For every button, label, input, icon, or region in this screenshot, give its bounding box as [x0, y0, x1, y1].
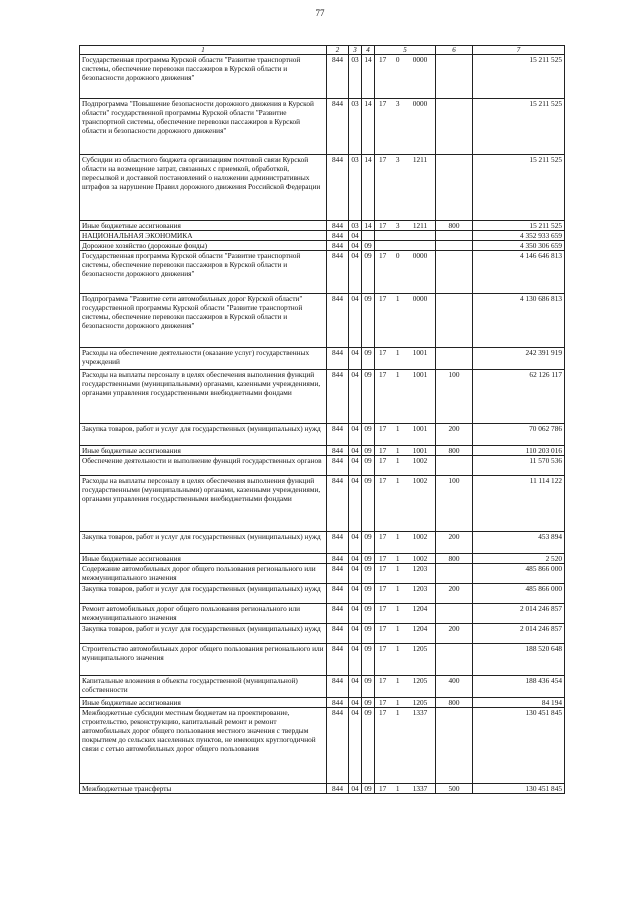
row-sum: 4 352 933 659 — [473, 231, 565, 241]
budget-table — [79, 45, 565, 794]
row-expense-type — [436, 231, 473, 241]
target-program: 17 — [379, 446, 387, 455]
row-rz: 04 — [349, 784, 362, 794]
row-name: Межбюджетные трансферты — [80, 784, 327, 794]
row-grbs: 844 — [327, 624, 349, 644]
row-rz: 04 — [349, 241, 362, 251]
row-rz: 04 — [349, 370, 362, 424]
row-name: Строительство автомобильных дорог общего пользования регионального или муниципального значения — [80, 644, 327, 676]
target-subprogram: 3 — [395, 155, 400, 164]
target-subprogram: 1 — [395, 644, 400, 653]
table-row — [80, 251, 565, 294]
table-row — [80, 624, 565, 644]
table-row — [80, 784, 565, 794]
row-rz: 03 — [349, 221, 362, 231]
table-row — [80, 708, 565, 784]
row-sum: 84 194 — [473, 698, 565, 708]
row-name: Закупка товаров, работ и услуг для государственных (муниципальных) нужд — [80, 624, 327, 644]
row-target-code — [375, 584, 436, 604]
row-name: Иные бюджетные ассигнования — [80, 221, 327, 231]
row-expense-type — [436, 708, 473, 784]
row-sum: 11 114 122 — [473, 476, 565, 532]
row-grbs: 844 — [327, 155, 349, 221]
row-name: НАЦИОНАЛЬНАЯ ЭКОНОМИКА — [80, 231, 327, 241]
row-pr: 09 — [362, 676, 375, 698]
row-sum: 15 211 525 — [473, 55, 565, 99]
row-sum: 4 350 306 659 — [473, 241, 565, 251]
target-subprogram: 0 — [395, 251, 400, 260]
row-rz: 04 — [349, 554, 362, 564]
target-program: 17 — [379, 251, 387, 260]
target-direction: 1205 — [412, 676, 428, 685]
target-direction: 1204 — [412, 604, 428, 613]
column-header: 7 — [473, 46, 565, 55]
target-direction: 1203 — [412, 564, 428, 573]
row-sum: 188 520 648 — [473, 644, 565, 676]
target-direction: 1002 — [412, 456, 428, 465]
row-grbs: 844 — [327, 708, 349, 784]
row-rz: 04 — [349, 446, 362, 456]
row-name: Расходы на выплаты персоналу в целях обеспечения выполнения функций государственными (муниципальными) органами, казенными учреждениями, органами управления государственными внебюджетными фондами — [80, 370, 327, 424]
row-sum: 2 014 246 857 — [473, 604, 565, 624]
row-sum: 2 520 — [473, 554, 565, 564]
row-sum: 4 146 646 813 — [473, 251, 565, 294]
row-grbs: 844 — [327, 564, 349, 584]
row-pr: 14 — [362, 221, 375, 231]
target-direction: 0000 — [412, 294, 428, 303]
row-grbs: 844 — [327, 698, 349, 708]
table-row — [80, 424, 565, 446]
row-rz: 04 — [349, 676, 362, 698]
row-pr: 09 — [362, 424, 375, 446]
row-grbs: 844 — [327, 604, 349, 624]
row-name: Подпрограмма "Развитие сети автомобильных дорог Курской области" государственной программы Курской области "Развитие транспортной системы, обеспечение перевозки пассажиров в Курской области и безопасности дорожного движения" — [80, 294, 327, 348]
row-expense-type — [436, 99, 473, 155]
row-pr: 09 — [362, 604, 375, 624]
row-sum: 15 211 525 — [473, 221, 565, 231]
target-direction: 0000 — [412, 55, 428, 64]
table-row — [80, 584, 565, 604]
table-row — [80, 676, 565, 698]
target-direction: 1001 — [412, 370, 428, 379]
row-target-code — [375, 532, 436, 554]
row-pr: 14 — [362, 55, 375, 99]
row-rz: 04 — [349, 624, 362, 644]
row-name: Иные бюджетные ассигнования — [80, 698, 327, 708]
row-name: Государственная программа Курской области "Развитие транспортной системы, обеспечение перевозки пассажиров в Курской области и безопасности дорожного движения" — [80, 251, 327, 294]
row-pr: 14 — [362, 99, 375, 155]
target-program: 17 — [379, 784, 387, 793]
column-header: 1 — [80, 46, 327, 55]
row-target-code — [375, 251, 436, 294]
row-rz: 03 — [349, 99, 362, 155]
target-program: 17 — [379, 624, 387, 633]
target-subprogram: 1 — [395, 446, 400, 455]
row-expense-type: 800 — [436, 554, 473, 564]
row-grbs: 844 — [327, 456, 349, 476]
row-grbs: 844 — [327, 370, 349, 424]
target-program: 17 — [379, 698, 387, 707]
target-program: 17 — [379, 676, 387, 685]
table-row — [80, 231, 565, 241]
row-rz: 04 — [349, 424, 362, 446]
row-target-code — [375, 456, 436, 476]
row-name: Закупка товаров, работ и услуг для государственных (муниципальных) нужд — [80, 532, 327, 554]
row-target-code — [375, 370, 436, 424]
row-name: Межбюджетные субсидии местным бюджетам на проектирование, строительство, реконструкцию, капитальный ремонт и ремонт автомобильных дорог общего пользования местного значения с твердым покрытием до сельских населенных пунктов, не имеющих круглогодичной связи с сетью автомобильных дорог общего пользования — [80, 708, 327, 784]
row-sum: 11 570 536 — [473, 456, 565, 476]
target-subprogram: 1 — [395, 676, 400, 685]
row-expense-type — [436, 604, 473, 624]
table-row — [80, 446, 565, 456]
row-target-code — [375, 424, 436, 446]
row-expense-type: 200 — [436, 424, 473, 446]
row-pr: 09 — [362, 532, 375, 554]
row-target-code — [375, 241, 436, 251]
row-name: Иные бюджетные ассигнования — [80, 554, 327, 564]
column-header: 2 — [327, 46, 349, 55]
table-row — [80, 564, 565, 584]
target-subprogram: 1 — [395, 348, 400, 357]
row-rz: 04 — [349, 231, 362, 241]
row-pr: 09 — [362, 584, 375, 604]
row-target-code — [375, 564, 436, 584]
table-row — [80, 294, 565, 348]
target-program: 17 — [379, 221, 387, 230]
row-sum: 62 126 117 — [473, 370, 565, 424]
row-pr: 09 — [362, 698, 375, 708]
row-grbs: 844 — [327, 231, 349, 241]
row-sum: 242 391 919 — [473, 348, 565, 370]
row-grbs: 844 — [327, 424, 349, 446]
row-target-code — [375, 554, 436, 564]
page-number: 77 — [315, 8, 325, 18]
row-sum: 130 451 845 — [473, 708, 565, 784]
row-sum: 130 451 845 — [473, 784, 565, 794]
target-subprogram: 1 — [395, 698, 400, 707]
row-pr: 09 — [362, 476, 375, 532]
target-direction: 1001 — [412, 348, 428, 357]
table-row — [80, 99, 565, 155]
row-name: Обеспечение деятельности и выполнение функций государственных органов — [80, 456, 327, 476]
row-pr: 09 — [362, 708, 375, 784]
row-expense-type — [436, 564, 473, 584]
target-direction: 1337 — [412, 784, 428, 793]
row-grbs: 844 — [327, 99, 349, 155]
row-pr: 09 — [362, 251, 375, 294]
row-rz: 04 — [349, 564, 362, 584]
row-grbs: 844 — [327, 532, 349, 554]
row-sum: 4 130 686 813 — [473, 294, 565, 348]
target-direction: 1203 — [412, 584, 428, 593]
target-subprogram: 1 — [395, 456, 400, 465]
row-rz: 04 — [349, 584, 362, 604]
row-name: Субсидии из областного бюджета организациям почтовой связи Курской области на возмещение затрат, связанных с приемкой, обработкой, пересылкой и доставкой постановлений о наложении административных штрафов за нарушение Правил дорожного движения Российской Федерации — [80, 155, 327, 221]
target-subprogram: 0 — [395, 55, 400, 64]
row-target-code — [375, 604, 436, 624]
row-name: Расходы на выплаты персоналу в целях обеспечения выполнения функций государственными (муниципальными) органами, казенными учреждениями, органами управления государственными внебюджетными фондами — [80, 476, 327, 532]
column-header: 6 — [436, 46, 473, 55]
row-expense-type: 400 — [436, 676, 473, 698]
target-program: 17 — [379, 708, 387, 717]
row-rz: 03 — [349, 55, 362, 99]
row-sum: 15 211 525 — [473, 99, 565, 155]
row-pr: 09 — [362, 241, 375, 251]
row-target-code — [375, 348, 436, 370]
row-pr — [362, 231, 375, 241]
row-name: Иные бюджетные ассигнования — [80, 446, 327, 456]
row-target-code — [375, 708, 436, 784]
row-rz: 04 — [349, 294, 362, 348]
row-rz: 04 — [349, 348, 362, 370]
row-target-code — [375, 676, 436, 698]
row-expense-type: 200 — [436, 532, 473, 554]
row-name: Расходы на обеспечение деятельности (оказание услуг) государственных учреждений — [80, 348, 327, 370]
row-target-code — [375, 644, 436, 676]
target-subprogram: 1 — [395, 370, 400, 379]
table-row — [80, 532, 565, 554]
table-row — [80, 370, 565, 424]
column-header: 4 — [362, 46, 375, 55]
row-expense-type: 800 — [436, 698, 473, 708]
row-rz: 04 — [349, 708, 362, 784]
target-direction: 1204 — [412, 624, 428, 633]
row-sum: 2 014 246 857 — [473, 624, 565, 644]
row-expense-type: 500 — [436, 784, 473, 794]
target-program: 17 — [379, 554, 387, 563]
table-row — [80, 155, 565, 221]
target-direction: 1001 — [412, 424, 428, 433]
row-rz: 04 — [349, 604, 362, 624]
target-program: 17 — [379, 348, 387, 357]
row-grbs: 844 — [327, 251, 349, 294]
target-direction: 1002 — [412, 532, 428, 541]
target-subprogram: 3 — [395, 221, 400, 230]
row-name: Подпрограмма "Повышение безопасности дорожного движения в Курской области" государственной программы Курской области "Развитие транспортной системы, обеспечение перевозки пассажиров в Курской области и безопасности дорожного движения" — [80, 99, 327, 155]
row-pr: 09 — [362, 564, 375, 584]
row-sum: 485 866 000 — [473, 584, 565, 604]
row-expense-type — [436, 55, 473, 99]
target-direction: 1205 — [412, 698, 428, 707]
table-row — [80, 456, 565, 476]
target-subprogram: 1 — [395, 708, 400, 717]
target-program: 17 — [379, 456, 387, 465]
row-pr: 14 — [362, 155, 375, 221]
table-row — [80, 348, 565, 370]
row-grbs: 844 — [327, 55, 349, 99]
row-grbs: 844 — [327, 584, 349, 604]
row-name: Капитальные вложения в объекты государственной (муниципальной) собственности — [80, 676, 327, 698]
table-row — [80, 221, 565, 231]
target-direction: 1001 — [412, 446, 428, 455]
row-rz: 04 — [349, 644, 362, 676]
row-target-code — [375, 784, 436, 794]
target-subprogram: 1 — [395, 624, 400, 633]
row-expense-type — [436, 294, 473, 348]
target-direction: 1002 — [412, 476, 428, 485]
table-row — [80, 55, 565, 99]
target-program: 17 — [379, 644, 387, 653]
row-rz: 04 — [349, 251, 362, 294]
row-sum: 15 211 525 — [473, 155, 565, 221]
row-expense-type: 200 — [436, 584, 473, 604]
table-row — [80, 604, 565, 624]
row-target-code — [375, 698, 436, 708]
target-subprogram: 1 — [395, 564, 400, 573]
row-pr: 09 — [362, 348, 375, 370]
target-program: 17 — [379, 532, 387, 541]
row-expense-type — [436, 251, 473, 294]
target-direction: 1205 — [412, 644, 428, 653]
row-grbs: 844 — [327, 644, 349, 676]
row-target-code — [375, 624, 436, 644]
target-program: 17 — [379, 55, 387, 64]
row-pr: 09 — [362, 644, 375, 676]
row-rz: 04 — [349, 456, 362, 476]
target-direction: 1211 — [412, 155, 428, 164]
target-direction: 1002 — [412, 554, 428, 563]
table-row — [80, 241, 565, 251]
row-name: Закупка товаров, работ и услуг для государственных (муниципальных) нужд — [80, 424, 327, 446]
row-pr: 09 — [362, 370, 375, 424]
row-expense-type: 200 — [436, 624, 473, 644]
target-subprogram: 1 — [395, 476, 400, 485]
row-rz: 04 — [349, 476, 362, 532]
target-program: 17 — [379, 294, 387, 303]
row-pr: 09 — [362, 294, 375, 348]
target-subprogram: 1 — [395, 784, 400, 793]
row-name: Государственная программа Курской области "Развитие транспортной системы, обеспечение перевозки пассажиров в Курской области и безопасности дорожного движения" — [80, 55, 327, 99]
row-expense-type — [436, 241, 473, 251]
row-grbs: 844 — [327, 221, 349, 231]
row-grbs: 844 — [327, 784, 349, 794]
row-grbs: 844 — [327, 554, 349, 564]
row-target-code — [375, 155, 436, 221]
target-subprogram: 3 — [395, 99, 400, 108]
table-row — [80, 698, 565, 708]
row-rz: 03 — [349, 155, 362, 221]
row-grbs: 844 — [327, 476, 349, 532]
target-subprogram: 1 — [395, 424, 400, 433]
target-program: 17 — [379, 604, 387, 613]
table-row — [80, 644, 565, 676]
target-program: 17 — [379, 424, 387, 433]
row-name: Закупка товаров, работ и услуг для государственных (муниципальных) нужд — [80, 584, 327, 604]
row-pr: 09 — [362, 784, 375, 794]
row-expense-type — [436, 155, 473, 221]
row-sum: 110 203 016 — [473, 446, 565, 456]
target-program: 17 — [379, 99, 387, 108]
row-target-code — [375, 55, 436, 99]
row-expense-type — [436, 644, 473, 676]
row-grbs: 844 — [327, 676, 349, 698]
row-pr: 09 — [362, 554, 375, 564]
row-sum: 485 866 000 — [473, 564, 565, 584]
row-sum: 70 062 786 — [473, 424, 565, 446]
row-target-code — [375, 231, 436, 241]
target-subprogram: 1 — [395, 532, 400, 541]
row-grbs: 844 — [327, 294, 349, 348]
column-header: 3 — [349, 46, 362, 55]
row-sum: 188 436 454 — [473, 676, 565, 698]
row-target-code — [375, 476, 436, 532]
row-expense-type: 100 — [436, 476, 473, 532]
row-rz: 04 — [349, 532, 362, 554]
row-grbs: 844 — [327, 348, 349, 370]
target-direction: 0000 — [412, 99, 428, 108]
row-name: Дорожное хозяйство (дорожные фонды) — [80, 241, 327, 251]
row-expense-type: 100 — [436, 370, 473, 424]
target-program: 17 — [379, 370, 387, 379]
target-subprogram: 1 — [395, 584, 400, 593]
column-number-row — [80, 46, 565, 55]
table-row — [80, 554, 565, 564]
row-pr: 09 — [362, 446, 375, 456]
target-program: 17 — [379, 155, 387, 164]
row-expense-type — [436, 456, 473, 476]
row-name: Ремонт автомобильных дорог общего пользования регионального или межмуниципального значения — [80, 604, 327, 624]
row-expense-type — [436, 348, 473, 370]
row-grbs: 844 — [327, 446, 349, 456]
target-direction: 1337 — [412, 708, 428, 717]
row-expense-type: 800 — [436, 221, 473, 231]
row-name: Содержание автомобильных дорог общего пользования регионального или межмуниципального значения — [80, 564, 327, 584]
target-program: 17 — [379, 564, 387, 573]
target-direction: 0000 — [412, 251, 428, 260]
row-grbs: 844 — [327, 241, 349, 251]
row-pr: 09 — [362, 456, 375, 476]
target-program: 17 — [379, 476, 387, 485]
target-subprogram: 1 — [395, 554, 400, 563]
row-expense-type: 800 — [436, 446, 473, 456]
row-rz: 04 — [349, 698, 362, 708]
row-target-code — [375, 221, 436, 231]
row-sum: 453 894 — [473, 532, 565, 554]
column-header: 5 — [375, 46, 436, 55]
row-pr: 09 — [362, 624, 375, 644]
target-direction: 1211 — [412, 221, 428, 230]
table-row — [80, 476, 565, 532]
row-target-code — [375, 446, 436, 456]
row-target-code — [375, 294, 436, 348]
target-subprogram: 1 — [395, 294, 400, 303]
target-program: 17 — [379, 584, 387, 593]
target-subprogram: 1 — [395, 604, 400, 613]
row-target-code — [375, 99, 436, 155]
